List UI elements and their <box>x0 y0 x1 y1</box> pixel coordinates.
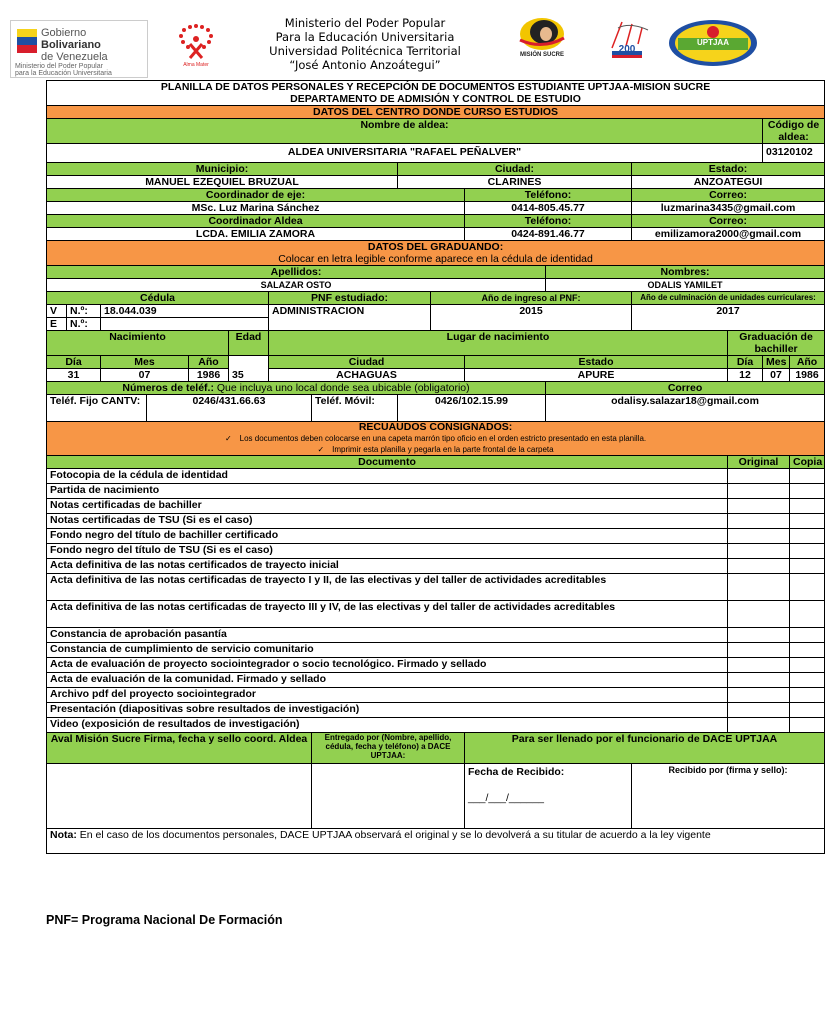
telefonos-label: Números de teléf.: Que incluya uno local donde sea ubicable (obligatorio) <box>47 382 546 395</box>
recaudos-note-2: Imprimir esta planilla y pegarla en la parte frontal de la carpeta <box>332 445 554 454</box>
copia-checkbox[interactable] <box>790 673 825 688</box>
copia-checkbox[interactable] <box>790 703 825 718</box>
tel-movil-value: 0426/102.15.99 <box>398 395 546 422</box>
nota-text: En el caso de los documentos personales, DACE UPTJAA observará el original y se lo devolverá a su titular de acuerdo a la ley vigente <box>79 829 711 841</box>
doc-row: Notas certificadas de bachiller <box>47 499 825 514</box>
nacimiento-label: Nacimiento <box>47 331 229 356</box>
fecha-recibido-box[interactable] <box>465 764 632 829</box>
check-icon: ✓ <box>224 434 232 443</box>
ciudad-label: Ciudad: <box>398 163 632 176</box>
recibido-por-label: Recibido por (firma y sello): <box>668 765 788 775</box>
nac-ano-label: Año <box>189 356 229 369</box>
tel-movil-label: Teléf. Móvil: <box>312 395 398 422</box>
original-checkbox[interactable] <box>728 703 790 718</box>
copia-checkbox[interactable] <box>790 544 825 559</box>
original-checkbox[interactable] <box>728 574 790 601</box>
recaudos-note-1: Los documentos deben colocarse en una capeta marrón tipo oficio en el orden estricto presentado en esta planilla. <box>239 434 647 443</box>
nac-dia: 31 <box>47 369 101 382</box>
original-checkbox[interactable] <box>728 499 790 514</box>
doc-row: Constancia de cumplimiento de servicio comunitario <box>47 643 825 658</box>
original-checkbox[interactable] <box>728 643 790 658</box>
doc-row: Fondo negro del título de TSU (Si es el caso) <box>47 544 825 559</box>
estado-value: ANZOATEGUI <box>632 176 825 189</box>
coord-eje-label: Coordinador de eje: <box>47 189 465 202</box>
doc-row: Video (exposición de resultados de investigación) <box>47 718 825 733</box>
lugar-ciudad-label: Ciudad <box>269 356 465 369</box>
copia-checkbox[interactable] <box>790 499 825 514</box>
pnf-footer: PNF= Programa Nacional De Formación <box>46 913 283 927</box>
cedula-label: Cédula <box>47 292 269 305</box>
doc-row: Acta de evaluación de la comunidad. Firmado y sellado <box>47 673 825 688</box>
codigo-label: Código de aldea: <box>763 119 825 144</box>
coord-eje-correo-label: Correo: <box>632 189 825 202</box>
nac-dia-label: Día <box>47 356 101 369</box>
culminacion-value: 2017 <box>632 305 825 331</box>
bicentenario-icon <box>582 18 660 66</box>
alma-mater-icon <box>170 22 222 62</box>
copia-checkbox[interactable] <box>790 688 825 703</box>
col-original: Original <box>728 456 790 469</box>
nota-row <box>47 829 825 854</box>
fecha-blank: ___/___/______ <box>468 792 544 804</box>
doc-row: Constancia de aprobación pasantía <box>47 628 825 643</box>
original-checkbox[interactable] <box>728 658 790 673</box>
coord-aldea-telefono: 0424-891.46.77 <box>465 228 632 241</box>
original-checkbox[interactable] <box>728 559 790 574</box>
copia-checkbox[interactable] <box>790 559 825 574</box>
pnf-label: PNF estudiado: <box>269 292 431 305</box>
uptjaa-logo: UPTJAA <box>666 18 760 68</box>
original-checkbox[interactable] <box>728 628 790 643</box>
correo-value: odalisy.salazar18@gmail.com <box>546 395 825 422</box>
n-label-v: N.º: <box>67 305 101 318</box>
nac-ano: 1986 <box>189 369 229 382</box>
doc-row: Presentación (diapositivas sobre resultados de investigación) <box>47 703 825 718</box>
coord-aldea-telefono-label: Teléfono: <box>465 215 632 228</box>
coord-eje-value: MSc. Luz Marina Sánchez <box>47 202 465 215</box>
aldea-value: ALDEA UNIVERSITARIA "RAFAEL PEÑALVER" <box>47 144 763 163</box>
grad-dia: 12 <box>728 369 763 382</box>
doc-row: Notas certificadas de TSU (Si es el caso) <box>47 514 825 529</box>
municipio-value: MANUEL EZEQUIEL BRUZUAL <box>47 176 398 189</box>
copia-checkbox[interactable] <box>790 658 825 673</box>
col-documento: Documento <box>47 456 728 469</box>
col-copia: Copia <box>790 456 825 469</box>
apellidos-label: Apellidos: <box>47 266 546 279</box>
doc-row: Archivo pdf del proyecto sociointegrador <box>47 688 825 703</box>
doc-row: Acta de evaluación de proyecto sociointegrador o socio tecnológico. Firmado y sellado <box>47 658 825 673</box>
original-checkbox[interactable] <box>728 673 790 688</box>
dace-label: Para ser llenado por el funcionario de DACE UPTJAA <box>465 733 825 764</box>
entregado-label: Entregado por (Nombre, apellido, cédula, fecha y teléfono) a DACE UPTJAA: <box>312 733 465 764</box>
original-checkbox[interactable] <box>728 544 790 559</box>
ingreso-value: 2015 <box>431 305 632 331</box>
gobierno-bolivariano-logo: Gobierno Bolivariano de Venezuela Ministerio del Poder Popular para la Educación Universitaria <box>10 20 148 78</box>
copia-checkbox[interactable] <box>790 514 825 529</box>
alma-mater-logo: Alma Mater <box>170 22 222 68</box>
copia-checkbox[interactable] <box>790 643 825 658</box>
original-checkbox[interactable] <box>728 469 790 484</box>
copia-checkbox[interactable] <box>790 628 825 643</box>
venezuela-flag-icon <box>17 29 37 53</box>
tel-fijo-value: 0246/431.66.63 <box>147 395 312 422</box>
recibido-por-box[interactable] <box>632 764 825 829</box>
grad-ano-label: Año <box>790 356 825 369</box>
tel-fijo-label: Teléf. Fijo CANTV: <box>47 395 147 422</box>
copia-checkbox[interactable] <box>790 529 825 544</box>
form-title: PLANILLA DE DATOS PERSONALES Y RECEPCIÓN DE DOCUMENTOS ESTUDIANTE UPTJAA-MISION SUCRE <box>160 81 711 93</box>
v-mark: V <box>47 305 67 318</box>
original-checkbox[interactable] <box>728 514 790 529</box>
ingreso-label: Año de ingreso al PNF: <box>431 292 632 305</box>
coord-aldea-correo: emilizamora2000@gmail.com <box>632 228 825 241</box>
coord-eje-telefono-label: Teléfono: <box>465 189 632 202</box>
centro-heading: DATOS DEL CENTRO DONDE CURSO ESTUDIOS <box>47 106 825 119</box>
doc-row: Acta definitiva de las notas certificados de trayecto inicial <box>47 559 825 574</box>
aldea-label: Nombre de aldea: <box>47 119 763 144</box>
graduando-subheading: Colocar en letra legible conforme aparece en la cédula de identidad <box>278 253 593 265</box>
original-checkbox[interactable] <box>728 718 790 733</box>
nombres-label: Nombres: <box>546 266 825 279</box>
grad-mes-label: Mes <box>763 356 790 369</box>
coord-eje-correo: luzmarina3435@gmail.com <box>632 202 825 215</box>
nac-ciudad: ACHAGUAS <box>269 369 465 382</box>
e-mark: E <box>47 318 67 331</box>
recaudos-heading: RECUAUDOS CONSIGNADOS: ✓ Los documentos deben colocarse en una capeta marrón tipo oficio en el orden estricto presentado en esta planilla. ✓ Imprimir esta planilla y pegarla en la parte frontal de la carpeta <box>47 422 825 456</box>
mision-sucre-logo: MISIÓN SUCRE <box>512 16 572 64</box>
telefonos-note: Que incluya uno local donde sea ubicable (obligatorio) <box>216 382 470 394</box>
codigo-value: 03120102 <box>763 144 825 163</box>
title-row <box>47 81 825 106</box>
cedula-e-value <box>101 318 269 331</box>
original-checkbox[interactable] <box>728 688 790 703</box>
aval-label: Aval Misión Sucre Firma, fecha y sello coord. Aldea <box>47 733 312 764</box>
doc-row: Partida de nacimiento <box>47 484 825 499</box>
coord-aldea-label: Coordinador Aldea <box>47 215 465 228</box>
nac-estado: APURE <box>465 369 728 382</box>
original-checkbox[interactable] <box>728 484 790 499</box>
n-label-e: N.º: <box>67 318 101 331</box>
mision-sucre-icon <box>512 16 572 52</box>
estado-label: Estado: <box>632 163 825 176</box>
lugar-estado-label: Estado <box>465 356 728 369</box>
coord-aldea-correo-label: Correo: <box>632 215 825 228</box>
lugar-label: Lugar de nacimiento <box>269 331 728 356</box>
graduacion-label: Graduación de bachiller <box>728 331 825 356</box>
copia-checkbox[interactable] <box>790 718 825 733</box>
correo-label: Correo <box>546 382 825 395</box>
fecha-recibido-label: Fecha de Recibido: <box>468 766 565 778</box>
edad-label: Edad <box>229 331 269 356</box>
check-icon: ✓ <box>317 445 325 454</box>
entregado-box[interactable] <box>312 764 465 829</box>
grad-dia-label: Día <box>728 356 763 369</box>
original-checkbox[interactable] <box>728 601 790 628</box>
coord-aldea-value: LCDA. EMILIA ZAMORA <box>47 228 465 241</box>
grad-ano: 1986 <box>790 369 825 382</box>
copia-checkbox[interactable] <box>790 574 825 601</box>
edad-value: 35 <box>229 356 269 382</box>
aval-signature-box[interactable] <box>47 764 312 829</box>
nac-mes: 07 <box>101 369 189 382</box>
nota-label: Nota: <box>50 829 77 841</box>
planilla-form <box>46 80 825 854</box>
apellidos-value: SALAZAR OSTO <box>47 279 546 292</box>
pnf-value: ADMINISTRACION <box>269 305 431 331</box>
bicentenario-logo: 200 <box>582 18 660 66</box>
culminacion-label: Año de culminación de unidades curriculares: <box>632 292 825 305</box>
ciudad-value: CLARINES <box>398 176 632 189</box>
copia-checkbox[interactable] <box>790 601 825 628</box>
cedula-value: 18.044.039 <box>101 305 269 318</box>
copia-checkbox[interactable] <box>790 484 825 499</box>
nac-mes-label: Mes <box>101 356 189 369</box>
doc-row: Acta definitiva de las notas certificadas de trayecto III y IV, de las electivas y del taller de actividades acreditables <box>47 601 825 628</box>
page-header <box>0 0 768 80</box>
graduando-heading: DATOS DEL GRADUANDO: Colocar en letra legible conforme aparece en la cédula de identidad <box>47 241 825 266</box>
original-checkbox[interactable] <box>728 529 790 544</box>
ministry-text: Ministerio del Poder Popular Para la Educación Universitaria Universidad Politécnica Territorial “José Antonio Anzoátegui” <box>269 16 461 72</box>
nombres-value: ODALIS YAMILET <box>546 279 825 292</box>
doc-row: Acta definitiva de las notas certificadas de trayecto I y II, de las electivas y del taller de actividades acreditables <box>47 574 825 601</box>
coord-eje-telefono: 0414-805.45.77 <box>465 202 632 215</box>
form-subtitle: DEPARTAMENTO DE ADMISIÓN Y CONTROL DE ESTUDIO <box>290 93 581 105</box>
grad-mes: 07 <box>763 369 790 382</box>
municipio-label: Municipio: <box>47 163 398 176</box>
doc-row: Fotocopia de la cédula de identidad <box>47 469 825 484</box>
copia-checkbox[interactable] <box>790 469 825 484</box>
doc-row: Fondo negro del título de bachiller certificado <box>47 529 825 544</box>
